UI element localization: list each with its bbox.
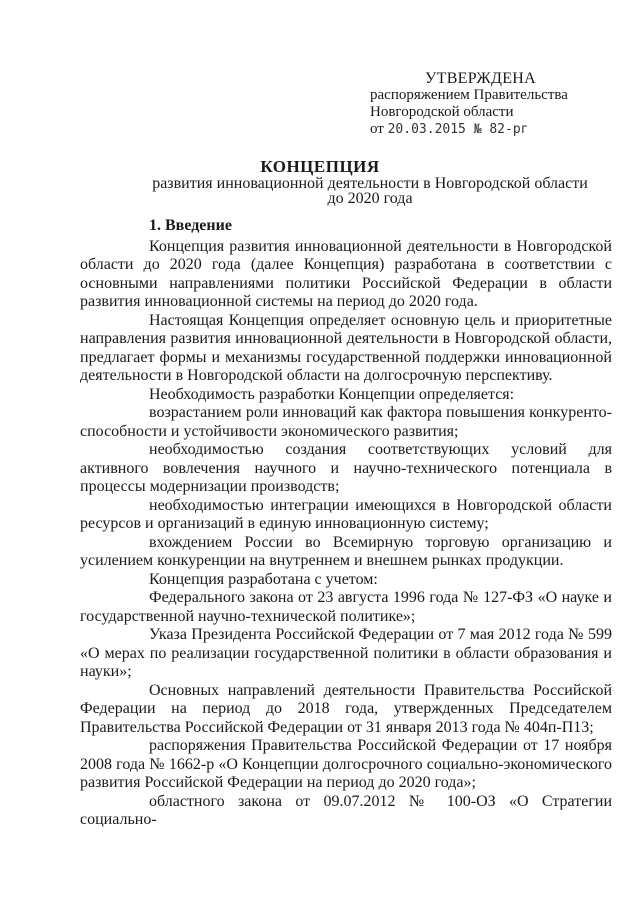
paragraph: Основных направлений деятельности Правительства Российской Федерации на период до 2018 года, утвержденных Председателем Правительства Российской Федерации от 31 января 2013 года № 404п-П13;: [80, 681, 612, 736]
approval-line-1: распоряжением Правительства: [370, 87, 568, 103]
approval-line-2: Новгородской области: [370, 104, 514, 120]
paragraph: вхождением России во Всемирную торговую организацию и усилением конкуренции на внутреннем и внешнем рынках продукции.: [80, 533, 612, 569]
section-heading: 1. Введение: [149, 217, 232, 234]
paragraph: Концепция развития инновационной деятельности в Новгородской области до 2020 года (далее Концепция) разработана в соответствии с основными направлениями политики Российской Федерации в области развития инновационной системы на период до 2020 года.: [80, 237, 612, 310]
paragraph: Необходимость разработки Концепции определяется:: [149, 385, 515, 403]
paragraph: Федерального закона от 23 августа 1996 года № 127-ФЗ «О науке и государственной научно-технической политике»;: [80, 589, 612, 625]
paragraph: распоряжения Правительства Российской Федерации от 17 ноября 2008 года № 1662-р «О Концепции долгосрочного социально-экономического развития Российской Федерации на период до 2020 года»;: [80, 737, 612, 791]
paragraph: Концепция разработана с учетом:: [149, 570, 378, 588]
paragraph: Настоящая Концепция определяет основную цель и приоритетные направления развития инновационной деятельности в Новгородской области, предлагает формы и механизмы государственной поддержки инновационной деятельности в Новгородской области на долгосрочную перспективу.: [80, 311, 612, 384]
document-title: КОНЦЕПЦИЯ: [260, 157, 380, 176]
approval-date-line: [370, 121, 620, 138]
approval-date-value: 20.03.2015 № 82-рг: [387, 122, 529, 137]
document-body: [80, 217, 612, 830]
paragraph: возрастанием роли инноваций как фактора повышения конкуренто-способности и устойчивости экономического развития;: [80, 404, 612, 440]
document-subtitle: [150, 176, 590, 206]
subtitle-line-1: развития инновационной деятельности в Новгородской области: [152, 175, 588, 192]
paragraph: Указа Президента Российской Федерации от 7 мая 2012 года № 599 «О мерах по реализации государственной политики в области образования и науки»;: [80, 626, 612, 680]
approval-stamp: [370, 70, 620, 138]
approval-heading: УТВЕРЖДЕНА: [425, 70, 537, 87]
approval-date-prefix: от: [370, 121, 384, 137]
paragraph: необходимостью создания соответствующих условий для активного вовлечения научного и научно-технического потенциала в процессы модернизации производств;: [80, 441, 612, 495]
subtitle-line-2: до 2020 года: [327, 190, 413, 207]
paragraph: областного закона от 09.07.2012 № 100-ОЗ «О Стратегии социально-: [80, 792, 612, 828]
paragraph: необходимостью интеграции имеющихся в Новгородской области ресурсов и организаций в единую инновационную систему;: [80, 496, 612, 532]
